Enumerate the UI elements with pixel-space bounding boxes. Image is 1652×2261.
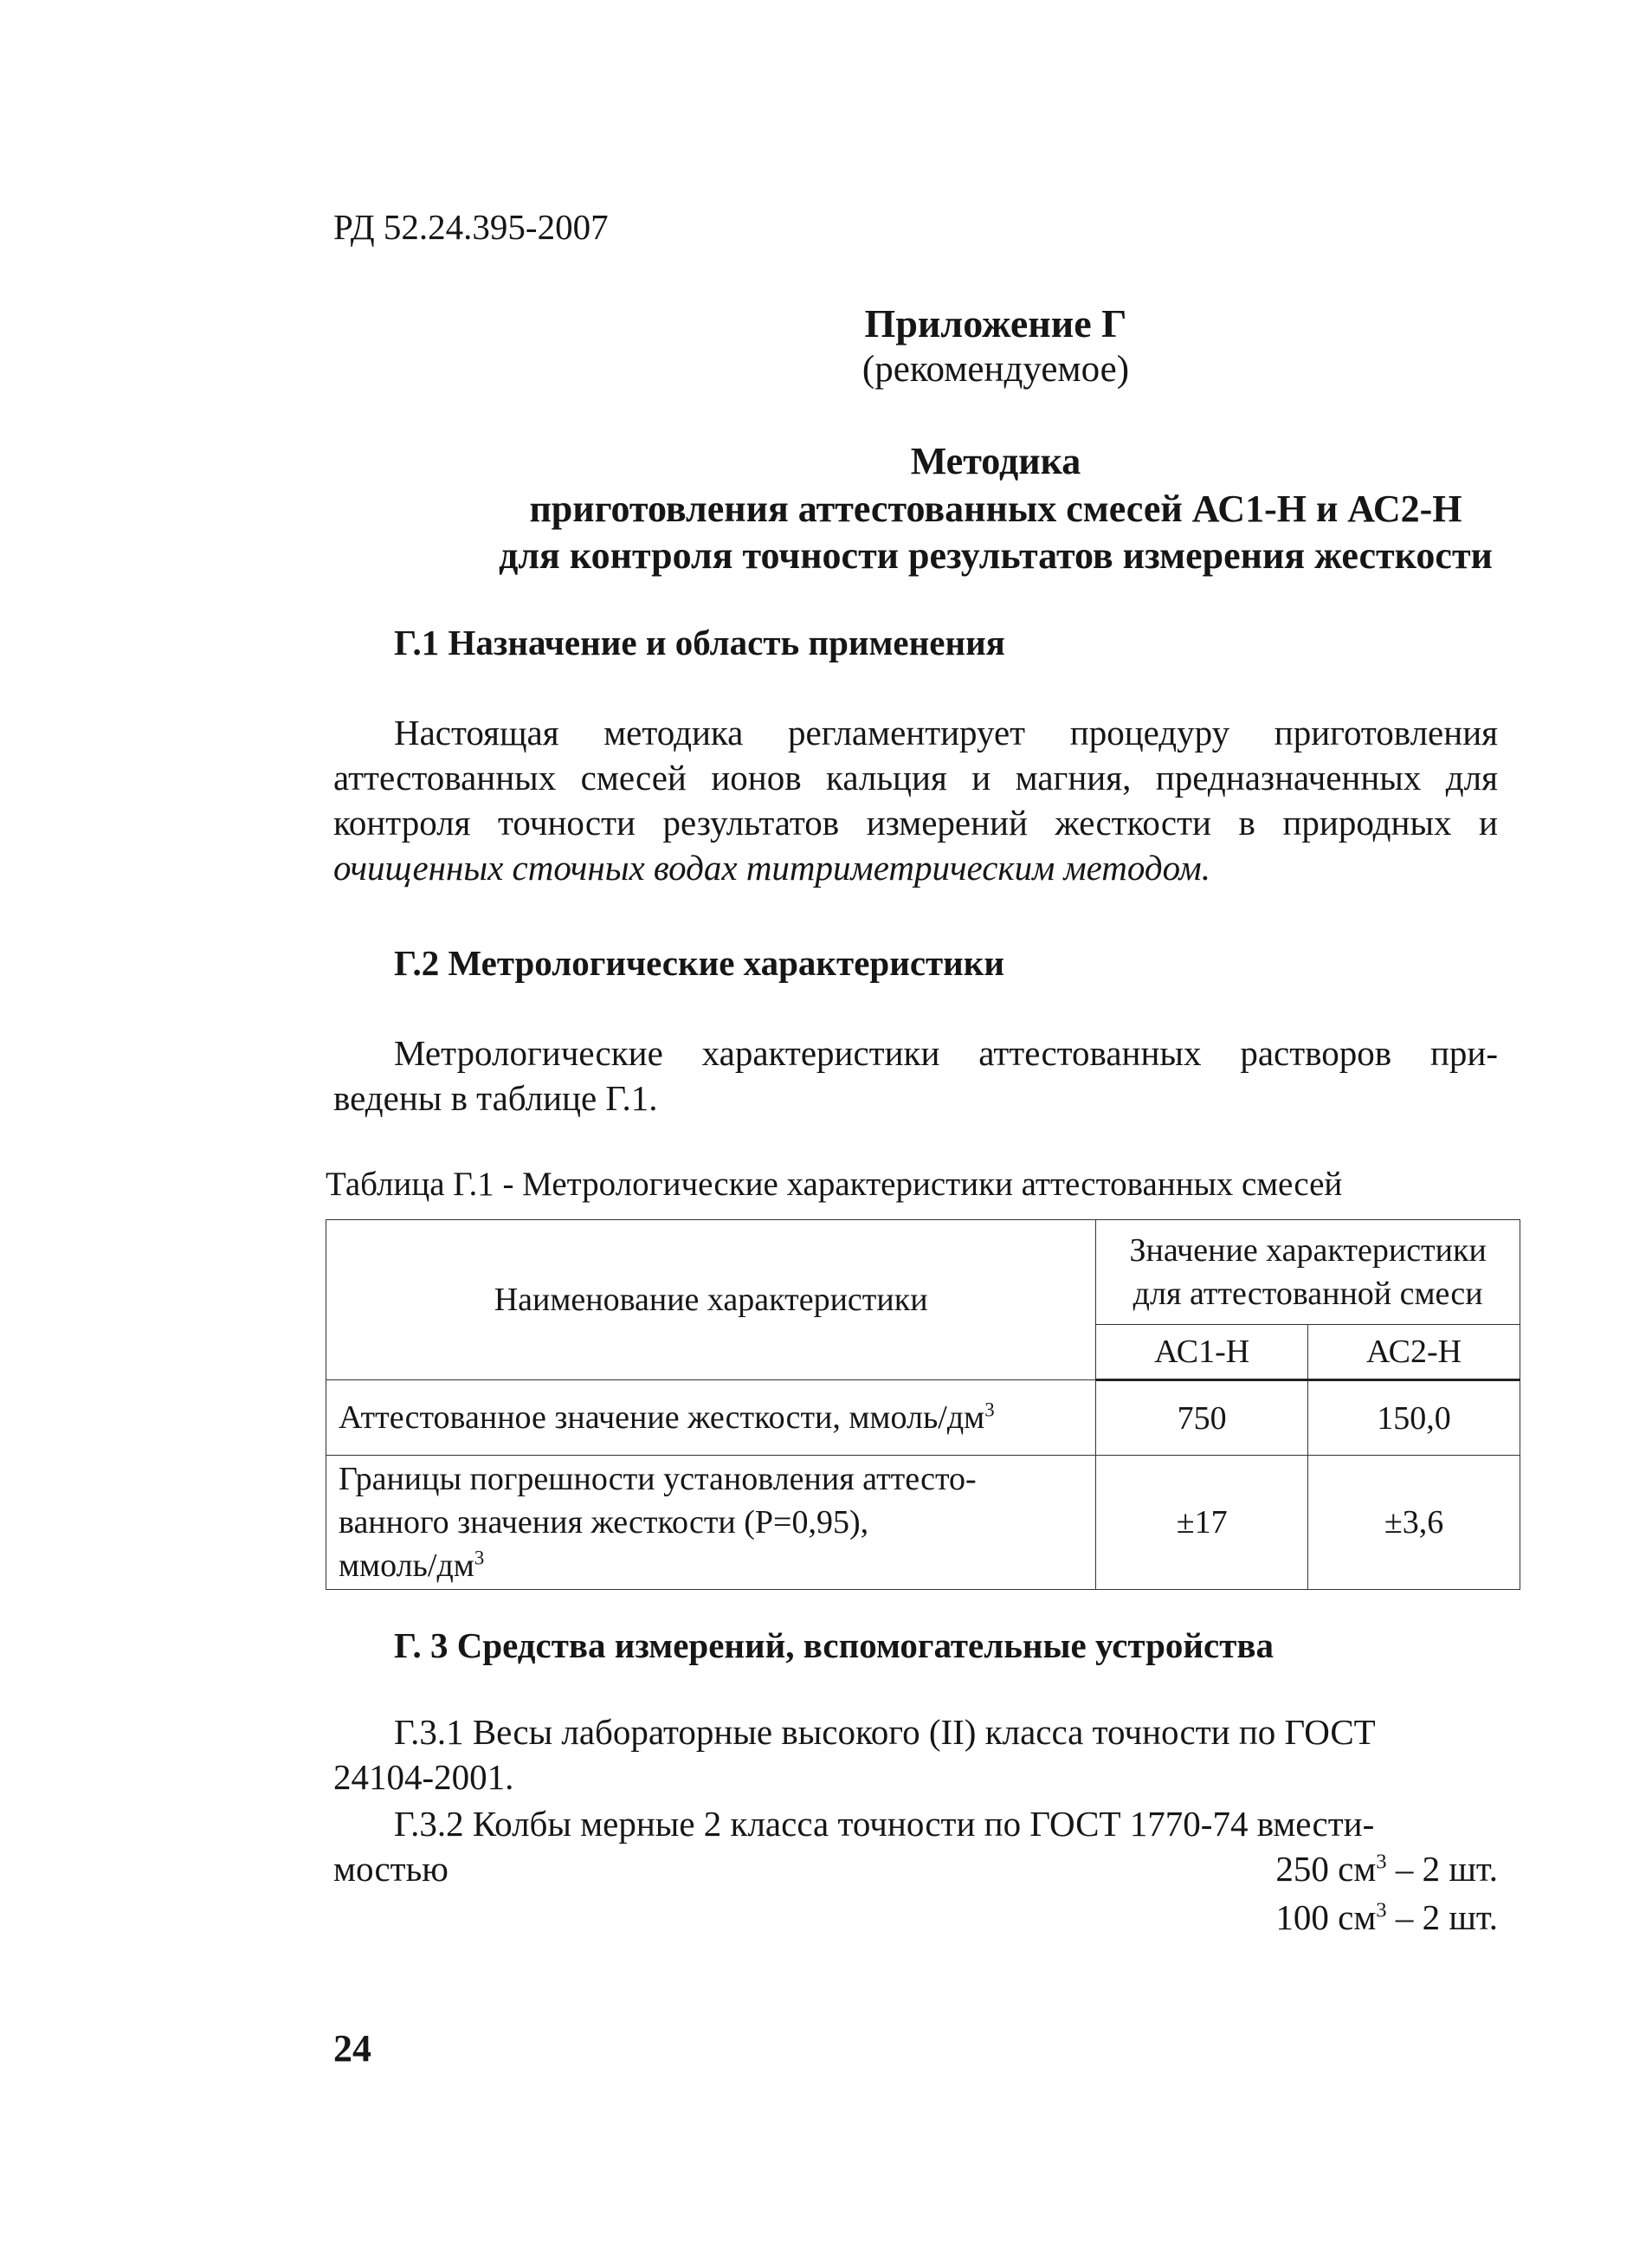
qty1-suffix: – 2 шт. bbox=[1386, 1849, 1498, 1889]
method-title-line3: для контроля точности результатов измерения жесткости bbox=[499, 534, 1493, 577]
section2-heading: Г.2 Метрологические характеристики bbox=[394, 943, 1005, 983]
col-value-header-line2: для аттестованной смеси bbox=[1133, 1275, 1483, 1312]
col-value-header-line1: Значение характеристики bbox=[1129, 1231, 1487, 1269]
section1-line: Настоящая методика регламентирует процедуру приготовления bbox=[394, 713, 1498, 753]
section1-paragraph bbox=[333, 710, 1498, 890]
method-title-line2: приготовления аттестованных смесей АС1-Н и АС2-Н bbox=[529, 488, 1462, 530]
section3-item2-line2: мостью bbox=[333, 1849, 448, 1889]
row2-label-line3 bbox=[339, 1544, 1088, 1587]
section1-line: контроля точности результатов измерений жесткости в природных и bbox=[333, 803, 1498, 843]
qty1-prefix: 250 см bbox=[1275, 1849, 1377, 1889]
subheader-as2: АС2-Н bbox=[1308, 1324, 1520, 1379]
col-name-header bbox=[326, 1220, 1096, 1380]
table-row bbox=[326, 1380, 1520, 1456]
section1-line: аттестованных смесей ионов кальция и магния, предназначенных для bbox=[333, 758, 1498, 798]
row1-label-text: Аттестованное значение жесткости, ммоль/дм bbox=[339, 1399, 985, 1436]
row2-label-line2: ванного значения жесткости (Р=0,95), bbox=[339, 1504, 869, 1541]
section3-item2-line1: Г.3.2 Колбы мерные 2 класса точности по ГОСТ 1770-74 вмести- bbox=[394, 1804, 1375, 1844]
col-value-header bbox=[1096, 1220, 1520, 1325]
appendix-subtitle: (рекомендуемое) bbox=[861, 349, 1130, 390]
section2-line: ведены в таблице Г.1. bbox=[333, 1078, 658, 1118]
section3-heading: Г. 3 Средства измерений, вспомогательные устройства bbox=[394, 1625, 1274, 1665]
section3-item1-line2: 24104-2001. bbox=[333, 1757, 514, 1797]
page-number: 24 bbox=[333, 2027, 371, 2070]
qty2-sup: 3 bbox=[1376, 1898, 1387, 1922]
qty2-suffix: – 2 шт. bbox=[1386, 1897, 1498, 1937]
table-caption: Таблица Г.1 - Метрологические характеристики аттестованных смесей bbox=[326, 1166, 1343, 1203]
row2-label-line1: Границы погрешности установления аттесто- bbox=[339, 1461, 977, 1497]
method-title: Методика bbox=[910, 440, 1081, 482]
col-name-header-text: Наименование характеристики bbox=[494, 1282, 928, 1318]
row1-label bbox=[326, 1380, 1096, 1456]
row2-value-as1: ±17 bbox=[1096, 1456, 1308, 1590]
row1-value-as1: 750 bbox=[1096, 1380, 1308, 1456]
row1-value-as2: 150,0 bbox=[1308, 1380, 1520, 1456]
section2-line: Метрологические характеристики аттестованных растворов при- bbox=[394, 1033, 1498, 1073]
section1-heading: Г.1 Назначение и область применения bbox=[394, 623, 1005, 662]
table-row bbox=[326, 1456, 1520, 1590]
row2-value-as2: ±3,6 bbox=[1308, 1456, 1520, 1590]
row1-label-sup: 3 bbox=[984, 1399, 995, 1421]
section3-item1-line1: Г.3.1 Весы лабораторные высокого (II) класса точности по ГОСТ bbox=[394, 1712, 1376, 1752]
quantity-250 bbox=[333, 1846, 1498, 1891]
qty2-prefix: 100 см bbox=[1275, 1897, 1377, 1937]
section2-paragraph bbox=[333, 1030, 1498, 1121]
metrology-table bbox=[326, 1219, 1520, 1590]
quantity-100 bbox=[333, 1895, 1498, 1940]
document-code: РД 52.24.395-2007 bbox=[333, 207, 609, 247]
qty1-sup: 3 bbox=[1376, 1850, 1387, 1874]
row2-label-line3-text: ммоль/дм bbox=[339, 1547, 474, 1584]
appendix-title: Приложение Г bbox=[864, 301, 1127, 346]
table-header-row bbox=[326, 1220, 1520, 1325]
subheader-as1: АС1-Н bbox=[1096, 1324, 1308, 1379]
row2-label-sup: 3 bbox=[474, 1547, 485, 1569]
section1-italic-line: очищенных сточных водах титриметрическим методом. bbox=[333, 848, 1210, 888]
row2-label bbox=[326, 1456, 1096, 1590]
